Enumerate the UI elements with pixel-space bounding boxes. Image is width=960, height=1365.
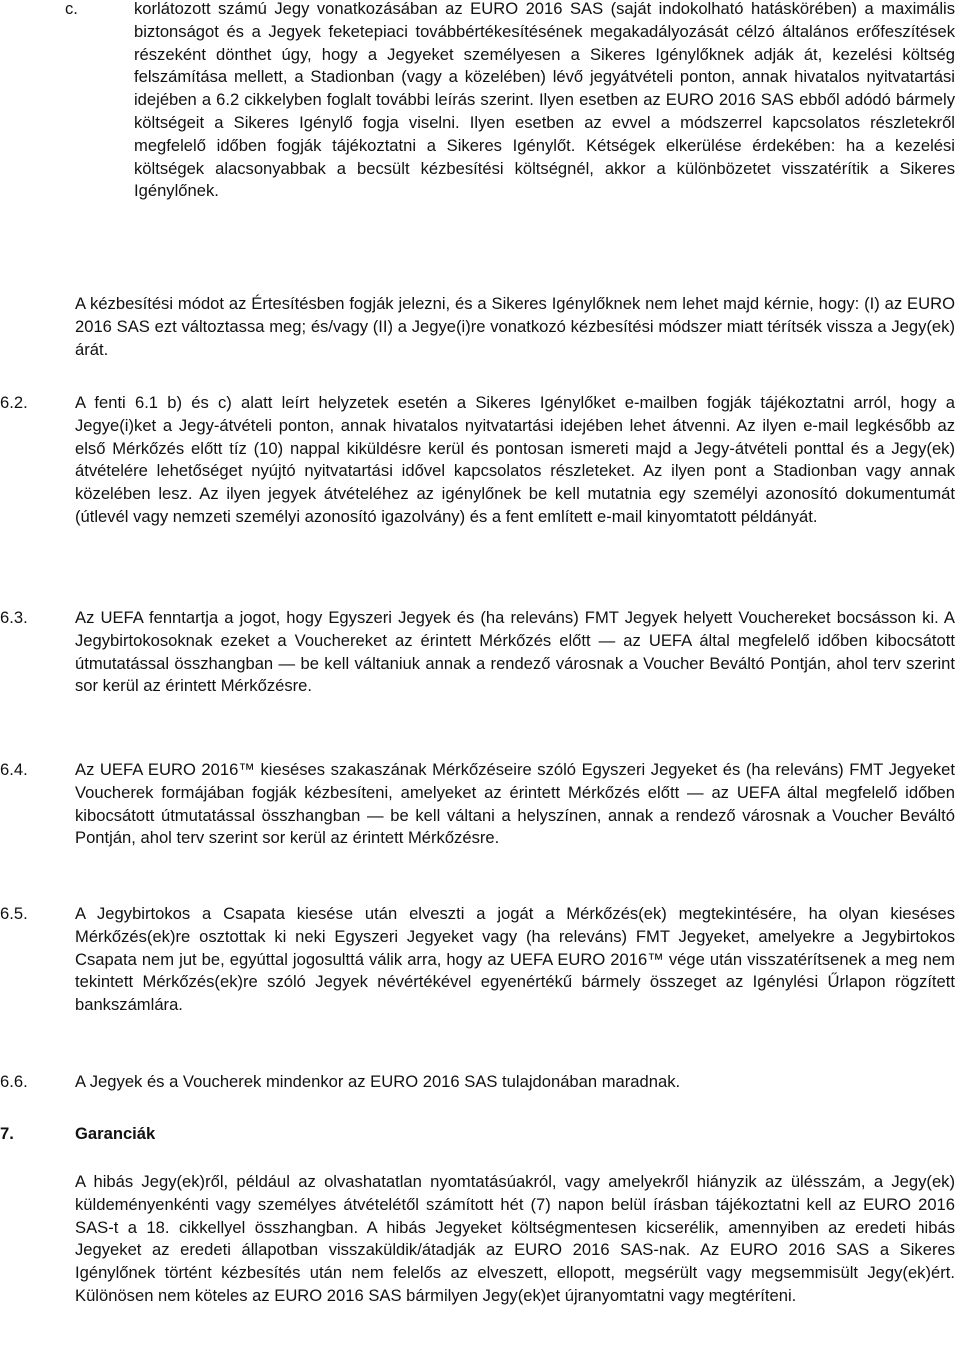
item-c-text: korlátozott számú Jegy vonatkozásában az EURO 2016 SAS (saját indokolható hatáskörében) a maximális biztonságot és a Jegyek feketepiaci továbbértékesítésének megakadályozását célzó általános erőfeszítések részeként dönthet úgy, hogy a Jegyeket személyesen a Sikeres Igénylőknek adják át, kezelési költség felszámítása mellett, a Stadionban (vagy a közelében) lévő jegyátvételi ponton, annak hivatalos nyitvatartási idejében a 6.2 cikkelyben foglalt további leírás szerint. Ilyen esetben az EURO 2016 SAS ebből adódó bármely költségeit a Sikeres Igénylő fogja viselni. Ilyen esetben az evvel a módszerrel kapcsolatos részletekről megfelelő időben fogják tájékoztatni a Sikeres Igénylőt. Kétségek elkerülése érdekében: ha a kezelési költségek alacsonyabbak a becsült kézbesítési költségnél, akkor a különbözetet visszatérítik a Sikeres Igénylőnek. (134, 0, 955, 201)
section-7-heading (0, 1123, 955, 1146)
section-text: Az UEFA EURO 2016™ kieséses szakaszának Mérkőzéseire szóló Egyszeri Jegyeket és (ha releváns) FMT Jegyeket Voucherek formájában fogják kézbesíteni, amelyeket az érintett Mérkőzés előtt — az UEFA által megfelelő időben kibocsátott útmutatással összhangban — be kell váltani a helyszínen, annak a rendező városnak a Voucher Beváltó Pontján, ahol terv szerint sor kerül az érintett Mérkőzésre. (75, 760, 955, 848)
list-item-c (65, 0, 955, 203)
section-6-2 (0, 392, 955, 529)
section-number: 7. (0, 1124, 14, 1143)
section-text: A Jegyek és a Voucherek mindenkor az EURO 2016 SAS tulajdonában maradnak. (75, 1072, 681, 1091)
delivery-paragraph (75, 293, 955, 361)
section-number: 6.6. (0, 1072, 28, 1091)
section-number: 6.5. (0, 904, 28, 923)
section-7-body (75, 1171, 955, 1308)
item-label: c. (65, 0, 78, 18)
delivery-paragraph-text: A kézbesítési módot az Értesítésben fogják jelezni, és a Sikeres Igénylőknek nem lehet majd kérnie, hogy: (I) az EURO 2016 SAS ezt változtassa meg; és/vagy (II) a Jegye(i)re vonatkozó kézbesítési módszer miatt térítsék vissza a Jegy(ek) árát. (75, 294, 955, 359)
section-text: Az UEFA fenntartja a jogot, hogy Egyszeri Jegyek és (ha releváns) FMT Jegyek helyett Vouchereket bocsásson ki. A Jegybirtokosoknak ezeket a Vouchereket az érintett Mérkőzés előtt — az UEFA által megfelelő időben kibocsátott útmutatással összhangban — be kell váltaniuk annak a rendező városnak a Voucher Beváltó Pontján, ahol terv szerint sor kerül az érintett Mérkőzésre. (75, 608, 955, 696)
section-6-3 (0, 607, 955, 698)
section-number: 6.4. (0, 760, 28, 779)
section-6-6 (0, 1071, 955, 1094)
section-7-text: A hibás Jegy(ek)ről, például az olvashatatlan nyomtatásúakról, vagy amelyekről hiányzik az ülésszám, a Jegy(ek) küldeményenkénti vagy személyes átvételétől számított hét (7) napon belül írásban tájékoztatni kell az EURO 2016 SAS-t a 18. cikkellyel összhangban. A hibás Jegyeket költségmentesen kicserélik, amennyiben az eredeti hibás Jegyeket az eredeti állapotban visszaküldik/átadják az EURO 2016 SAS-nak. Az EURO 2016 SAS a Sikeres Igénylőnek történt kézbesítés után nem felelős az elveszett, ellopott, megsérült vagy megsemmisült Jegy(ek)ért. Különösen nem köteles az EURO 2016 SAS bármilyen Jegy(ek)et újranyomtatni vagy megtéríteni. (75, 1172, 955, 1305)
section-6-4 (0, 759, 955, 850)
section-number: 6.3. (0, 608, 28, 627)
section-6-5 (0, 903, 955, 1017)
section-text: A fenti 6.1 b) és c) alatt leírt helyzetek esetén a Sikeres Igénylőket e-mailben fogják tájékoztatni arról, hogy a Jegye(i)ket a Jegy-átvételi ponton, annak hivatalos nyitvatartási idejében lehet átvenni. Az ilyen e-mail legkésőbb az első Mérkőzés előtt tíz (10) nappal kiküldésre kerül és pontosan ismereti majd a Jegy-átvételi ponttal és a Jegy(ek) átvételére lehetőséget nyújtó nyitvatartási idővel kapcsolatos részleteket. Az ilyen pont a Stadionban vagy annak közelében lesz. Az ilyen jegyek átvételéhez az igénylőnek be kell mutatnia egy személyi azonosító dokumentumát (útlevél vagy nemzeti személyi azonosító igazolvány) és a fent említett e-mail kinyomtatott példányát. (75, 393, 955, 526)
section-title: Garanciák (75, 1124, 156, 1143)
section-text: A Jegybirtokos a Csapata kiesése után elveszti a jogát a Mérkőzés(ek) megtekintésére, ha olyan kieséses Mérkőzés(ek)re osztottak ki neki Egyszeri Jegyeket vagy (ha releváns) FMT Jegyeket, amelyekre a Jegybirtokos Csapata nem jut be, egyúttal jogosulttá válik arra, hogy az UEFA EURO 2016™ vége után visszatérítsenek a meg nem tekintett Mérkőzés(ek)re szóló Jegyek névértékével egyenértékű bármely összeget az Igénylési Űrlapon rögzített bankszámlára. (75, 904, 955, 1015)
section-number: 6.2. (0, 393, 28, 412)
